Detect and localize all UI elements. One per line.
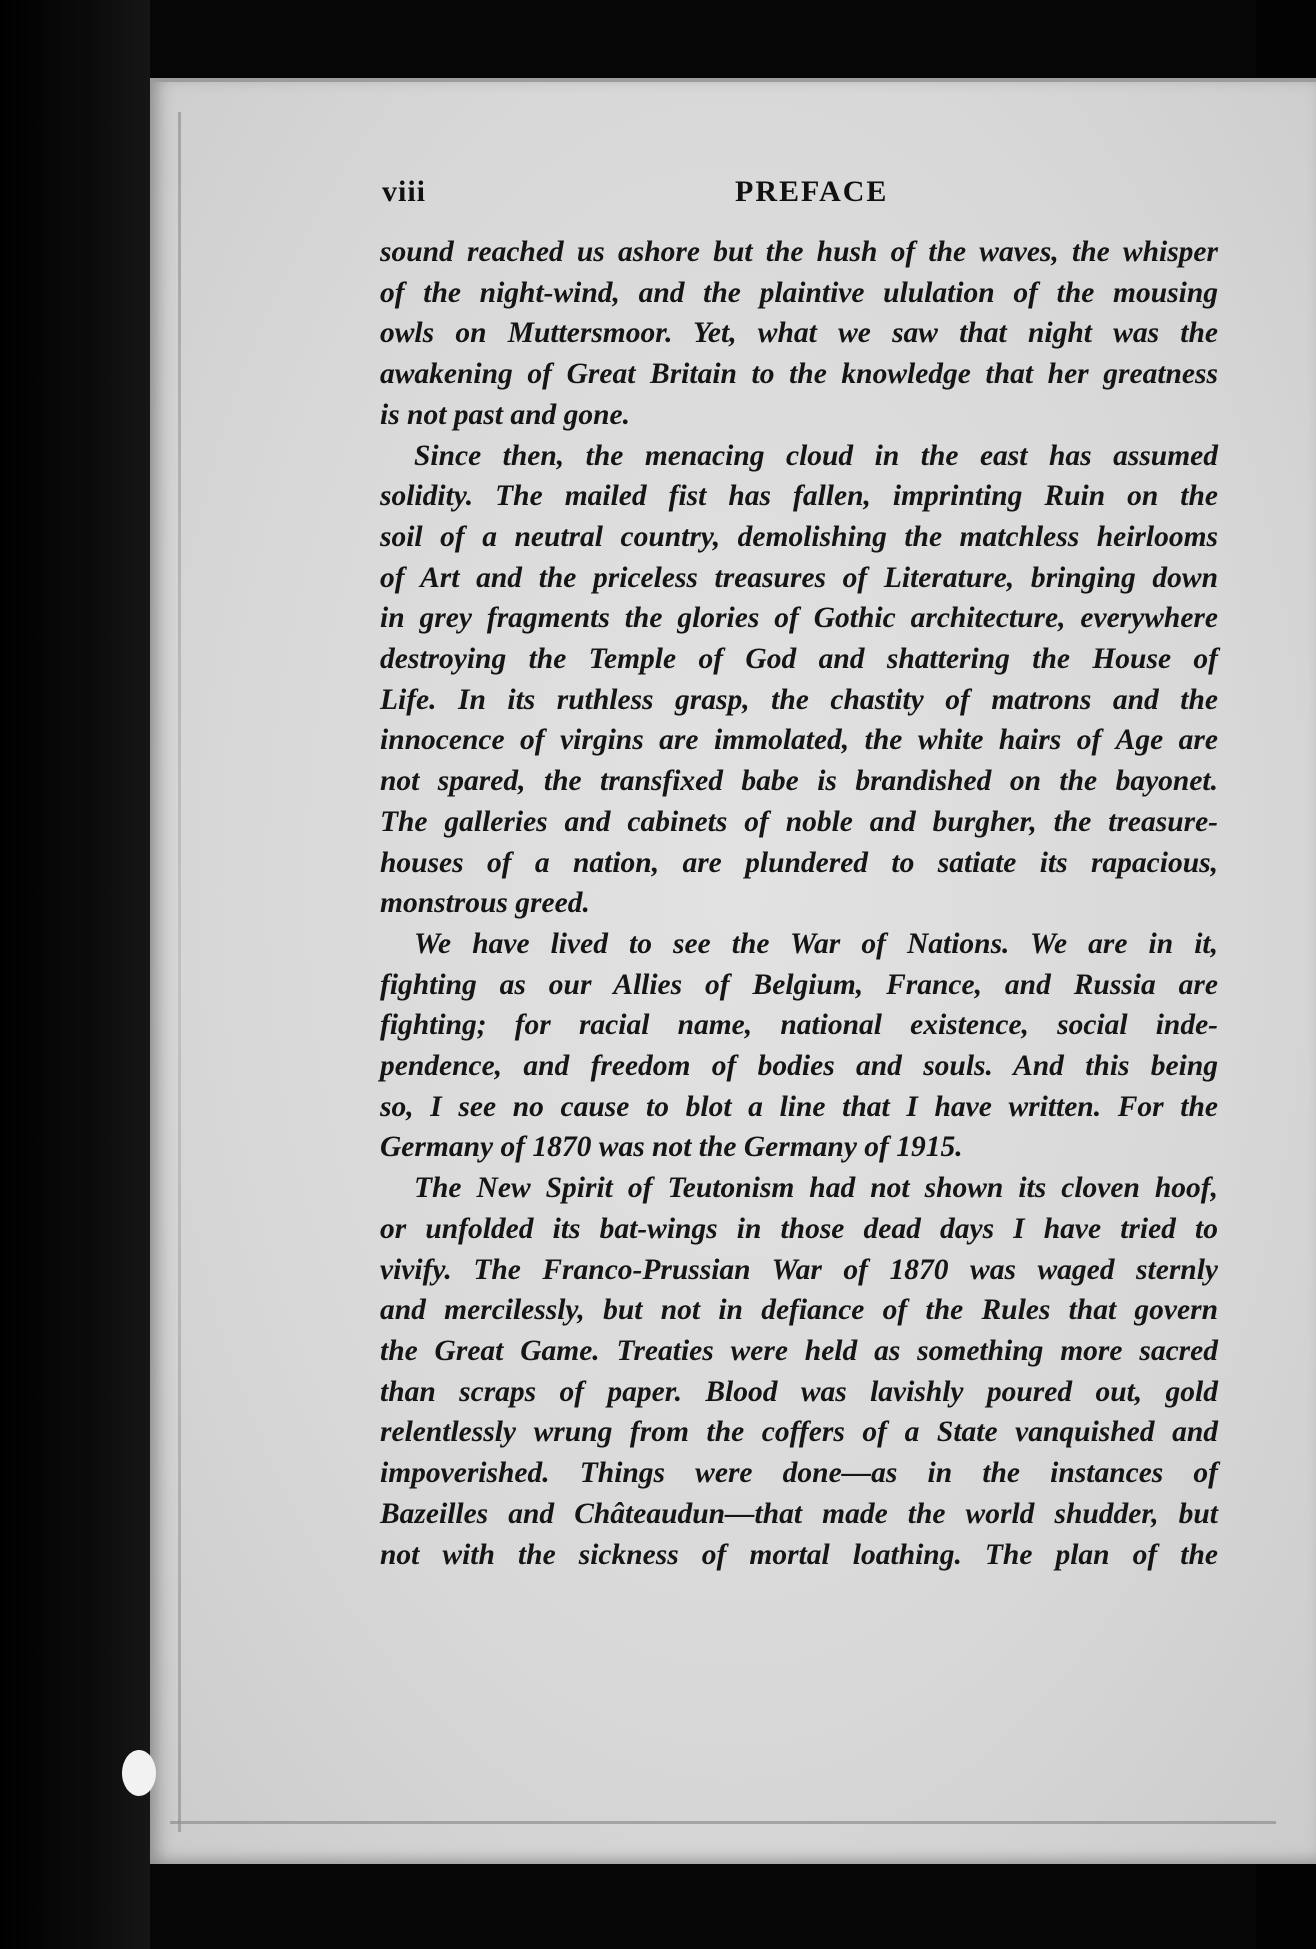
- text-line: or unfolded its bat-wings in those dead days I have tried to: [380, 1212, 1218, 1245]
- text-line: of Art and the priceless treasures of Literature, bringing down: [380, 561, 1218, 594]
- text-line: not spared, the transfixed babe is brandished on the bayonet.: [380, 765, 1218, 798]
- text-line: The galleries and cabinets of noble and burgher, the treasure-: [380, 805, 1218, 838]
- text-line: houses of a nation, are plundered to satiate its rapacious,: [380, 846, 1218, 879]
- text-line: The New Spirit of Teutonism had not shown its cloven hoof,: [414, 1172, 1218, 1205]
- gutter-edge: [178, 112, 181, 1832]
- page-bottom-edge: [170, 1821, 1276, 1824]
- text-line: Bazeilles and Châteaudun—that made the world shudder, but: [380, 1497, 1218, 1530]
- paragraph: [380, 924, 1218, 1168]
- text-line: is not past and gone.: [380, 398, 630, 431]
- text-line: owls on Muttersmoor. Yet, what we saw that night was the: [380, 317, 1218, 350]
- text-line: fighting; for racial name, national existence, social inde-: [380, 1009, 1218, 1042]
- text-line: destroying the Temple of God and shattering the House of: [380, 643, 1218, 676]
- text-line: the Great Game. Treaties were held as something more sacred: [380, 1334, 1218, 1367]
- text-line: impoverished. Things were done—as in the instances of: [380, 1457, 1218, 1490]
- text-line: monstrous greed.: [380, 887, 590, 920]
- book-spine-shadow: [0, 0, 150, 1949]
- page-number: viii: [382, 175, 427, 208]
- body-text: [380, 232, 1218, 1575]
- text-line: sound reached us ashore but the hush of the waves, the whisper: [380, 236, 1218, 268]
- text-line: awakening of Great Britain to the knowledge that her greatness: [380, 358, 1218, 391]
- paper-blemish: [122, 1750, 156, 1796]
- paragraph: [380, 436, 1218, 924]
- text-line: Germany of 1870 was not the Germany of 1915.: [380, 1131, 963, 1164]
- text-line: Since then, the menacing cloud in the east has assumed: [414, 439, 1218, 472]
- text-line: not with the sickness of mortal loathing. The plan of the: [380, 1538, 1218, 1571]
- text-line: innocence of virgins are immolated, the white hairs of Age are: [380, 724, 1218, 757]
- text-line: relentlessly wrung from the coffers of a State vanquished and: [380, 1416, 1218, 1449]
- text-line: of the night-wind, and the plaintive ululation of the mousing: [380, 276, 1218, 309]
- text-line: than scraps of paper. Blood was lavishly poured out, gold: [380, 1375, 1218, 1408]
- text-line: solidity. The mailed fist has fallen, imprinting Ruin on the: [380, 480, 1218, 513]
- text-line: We have lived to see the War of Nations. We are in it,: [414, 927, 1218, 960]
- text-line: vivify. The Franco-Prussian War of 1870 was waged sternly: [380, 1253, 1218, 1286]
- text-line: and mercilessly, but not in defiance of the Rules that govern: [380, 1294, 1218, 1327]
- text-line: soil of a neutral country, demolishing the matchless heirlooms: [380, 520, 1218, 553]
- running-head: [230, 175, 1220, 225]
- text-line: pendence, and freedom of bodies and souls. And this being: [380, 1050, 1218, 1083]
- paragraph: [380, 1168, 1218, 1575]
- text-line: in grey fragments the glories of Gothic architecture, everywhere: [380, 602, 1218, 635]
- text-line: so, I see no cause to blot a line that I have written. For the: [380, 1090, 1218, 1123]
- text-line: fighting as our Allies of Belgium, France, and Russia are: [380, 968, 1218, 1001]
- running-head-title: PREFACE: [735, 175, 889, 208]
- text-line: Life. In its ruthless grasp, the chastity of matrons and the: [380, 683, 1218, 716]
- paragraph: [380, 232, 1218, 436]
